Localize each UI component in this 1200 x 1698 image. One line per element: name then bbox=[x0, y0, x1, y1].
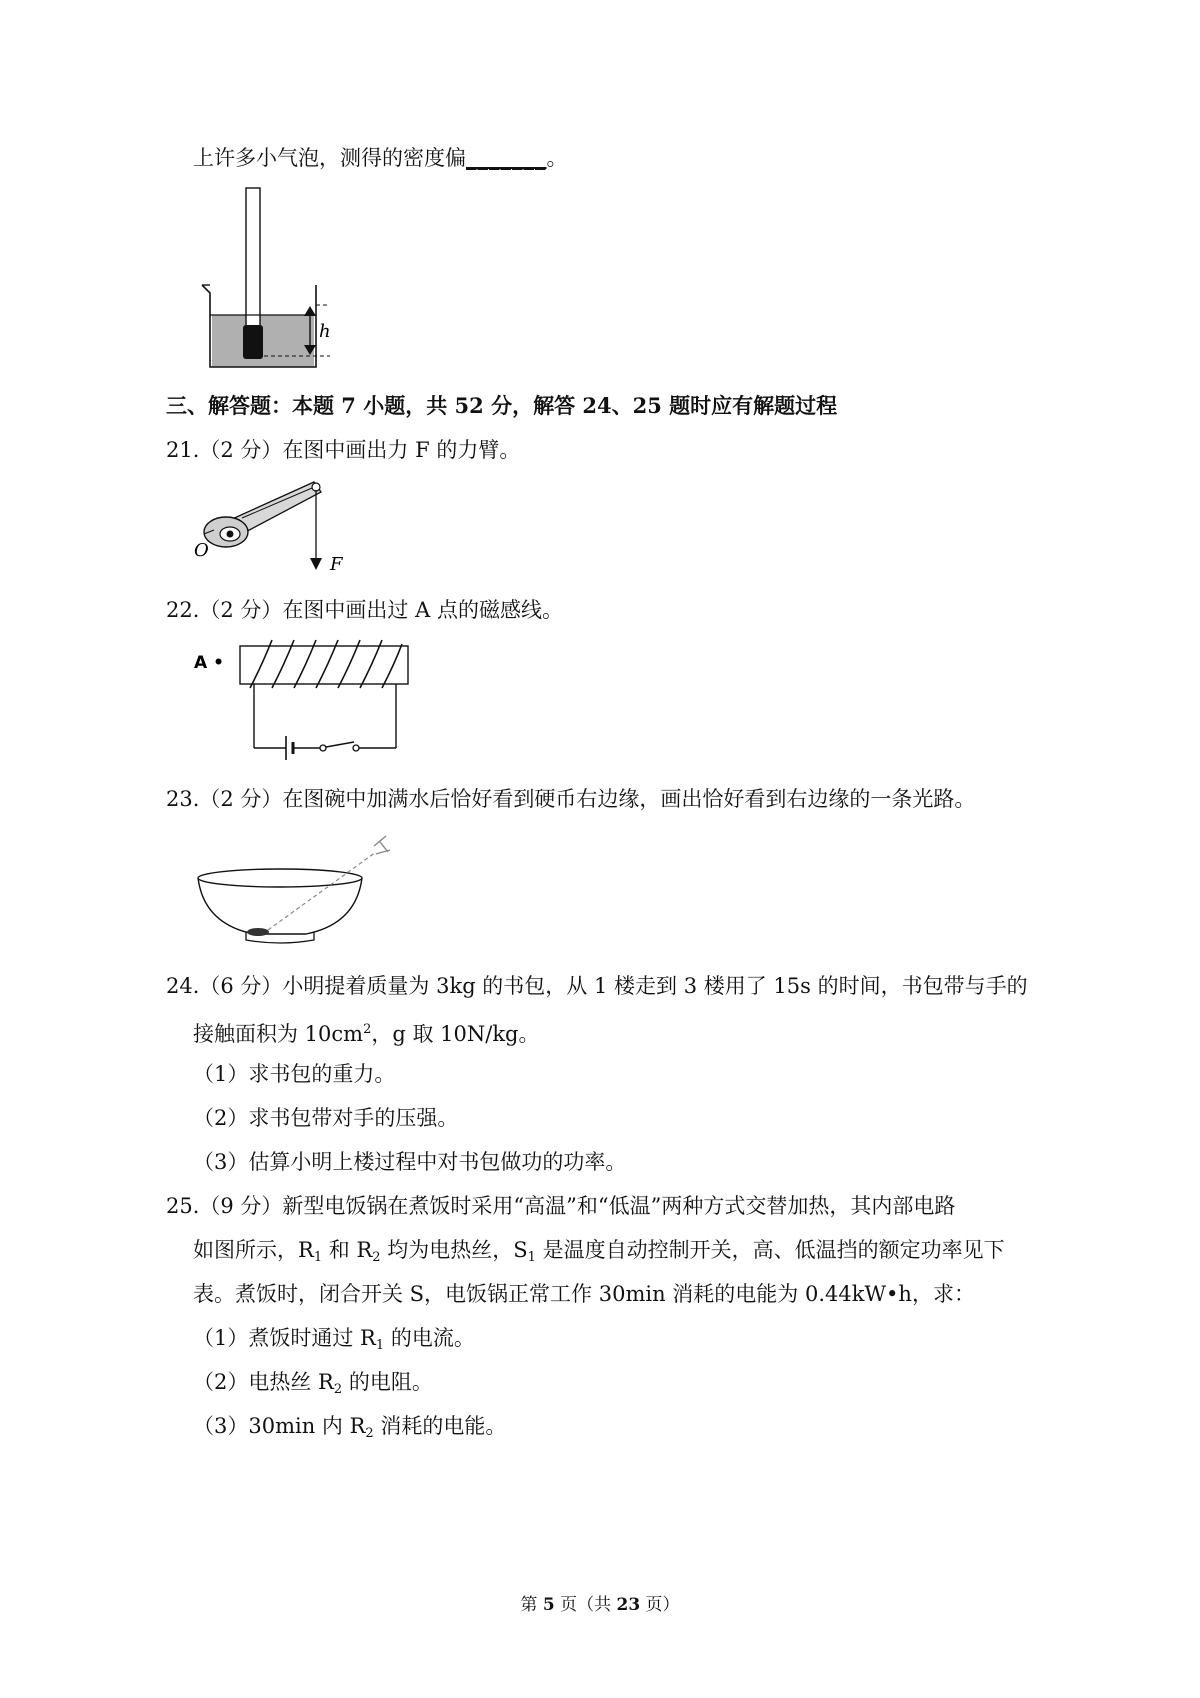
label-h: h bbox=[319, 321, 331, 342]
q24-line2-sup: 2 bbox=[363, 1022, 372, 1037]
q25-sub3-a: （3）30min 内 R bbox=[193, 1414, 366, 1438]
q25-line2-s2: 2 bbox=[372, 1250, 381, 1265]
q25-sub2-s: 2 bbox=[333, 1382, 343, 1397]
q25-sub3-b: 消耗的电能。 bbox=[373, 1414, 507, 1438]
page-footer bbox=[0, 1593, 1200, 1617]
footer-b: 页（共 bbox=[554, 1595, 617, 1615]
q20-tail-end: 。 bbox=[546, 146, 568, 170]
q25-sub1-a: （1）煮饭时通过 R bbox=[193, 1326, 376, 1350]
solenoid-circuit-figure bbox=[190, 632, 420, 767]
q25-line2-a: 如图所示，R bbox=[193, 1238, 314, 1262]
q25-line2-b: 和 R bbox=[322, 1238, 373, 1262]
question-23: 23.（2 分）在图碗中加满水后恰好看到硬币右边缘，画出恰好看到右边缘的一条光路。 bbox=[166, 787, 976, 811]
q25-sub3-s: 2 bbox=[365, 1426, 374, 1441]
wrench-figure bbox=[190, 478, 370, 578]
question-24-line-1: 24.（6 分）小明提着质量为 3kg 的书包，从 1 楼走到 3 楼用了 15s 的时间，书包带与手的 bbox=[166, 974, 1028, 998]
q25-line2-s1: 1 bbox=[313, 1250, 323, 1265]
answer-blank: _______ bbox=[466, 145, 547, 170]
q25-line2-s3: 1 bbox=[527, 1250, 536, 1265]
footer-c: 页） bbox=[640, 1595, 680, 1615]
question-22: 22.（2 分）在图中画出过 A 点的磁感线。 bbox=[166, 598, 563, 622]
footer-total-pages: 23 bbox=[616, 1595, 641, 1615]
q24-line2-b: ，g 取 10N/kg。 bbox=[371, 1022, 540, 1046]
q20-tail-line bbox=[193, 144, 568, 172]
question-25-line-3: 表。煮饭时，闭合开关 S，电饭锅正常工作 30min 消耗的电能为 0.44kW•h，求： bbox=[193, 1282, 975, 1306]
densimeter-beaker-figure bbox=[190, 185, 350, 375]
q25-sub2-b: 的电阻。 bbox=[342, 1370, 433, 1394]
question-24-sub-3: （3）估算小明上楼过程中对书包做功的功率。 bbox=[193, 1150, 627, 1174]
section-3-title: 三、解答题：本题 7 小题，共 52 分，解答 24、25 题时应有解题过程 bbox=[166, 393, 838, 418]
q25-sub1-s: 1 bbox=[375, 1338, 385, 1353]
question-25-line-1: 25.（9 分）新型电饭锅在煮饭时采用“高温”和“低温”两种方式交替加热，其内部电路 bbox=[166, 1194, 956, 1218]
q25-sub1-b: 的电流。 bbox=[384, 1326, 475, 1350]
q25-sub2-a: （2）电热丝 R bbox=[193, 1370, 334, 1394]
q20-tail-text: 上许多小气泡，测得的密度偏 bbox=[193, 146, 466, 170]
question-25-sub-2 bbox=[193, 1368, 433, 1404]
q25-line2-c: 均为电热丝，S bbox=[380, 1238, 528, 1262]
q24-line2-a: 接触面积为 10cm bbox=[193, 1022, 364, 1046]
q25-line2-d: 是温度自动控制开关，高、低温挡的额定功率见下 bbox=[535, 1238, 1005, 1262]
label-f: F bbox=[330, 554, 343, 575]
question-25-sub-1 bbox=[193, 1324, 475, 1360]
question-24-sub-2: （2）求书包带对手的压强。 bbox=[193, 1106, 459, 1130]
footer-page-number: 5 bbox=[542, 1595, 555, 1615]
point-a-label: A • bbox=[194, 653, 224, 673]
question-25-line-2 bbox=[193, 1236, 1005, 1272]
label-o: O bbox=[194, 540, 209, 561]
bowl-coin-figure bbox=[190, 828, 410, 950]
question-24-sub-1: （1）求书包的重力。 bbox=[193, 1062, 396, 1086]
footer-a: 第 bbox=[520, 1595, 543, 1615]
question-21: 21.（2 分）在图中画出力 F 的力臂。 bbox=[166, 438, 521, 462]
question-24-line-2 bbox=[193, 1016, 540, 1048]
question-25-sub-3 bbox=[193, 1412, 506, 1448]
